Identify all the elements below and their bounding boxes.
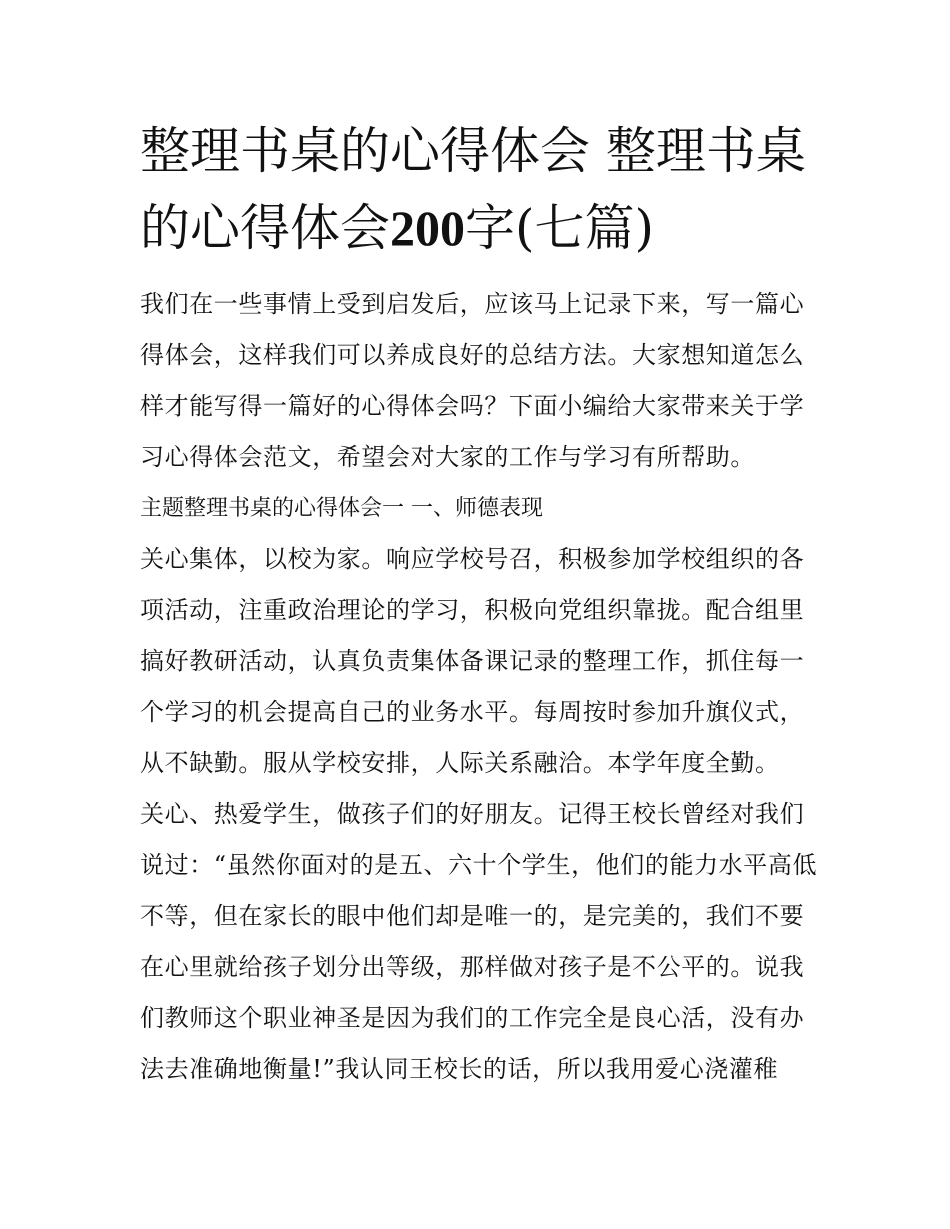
document-title [140,113,820,267]
body-paragraph: 关心、热爱学生，做孩子们的好朋友。记得王校长曾经对我们说过：“虽然你面对的是五、六十个学生，他们的能力水平高低不等，但在家长的眼中他们却是唯一的，是完美的，我们不要在心里就给孩子划分出等级，那样做对孩子是不公平的。说我们教师这个职业神圣是因为我们的工作完全是良心活，没有办法去准确地衡量!”我认同王校长的话，所以我用爱心浇灌稚 [140,800,818,1083]
title-number: 200 [390,200,465,256]
intro-paragraph: 我们在一些事情上受到启发后，应该马上记录下来，写一篇心得体会，这样我们可以养成良好的总结方法。大家想知道怎么样才能写得一篇好的心得体会吗？下面小编给大家带来关于学习心得体会范文，希望会对大家的工作与学习有所帮助。 [140,290,805,471]
body-paragraph: 关心集体，以校为家。响应学校号召，积极参加学校组织的各项活动，注重政治理论的学习，积极向党组织靠拢。配合组里搞好教研活动，认真负责集体备课记录的整理工作，抓住每一个学习的机会提高自己的业务水平。每周按时参加升旗仪式，从不缺勤。服从学校安排，人际关系融洽。本学年度全勤。 [140,545,805,777]
document-page [140,113,820,1095]
document-body [140,279,820,1095]
title-text-part1: 整理书桌的心得体会 整理书桌的心得体会 [140,122,806,257]
title-text-part2: 字(七篇) [465,199,655,257]
section-heading: 主题整理书桌的心得体会一 一、师德表现 [140,496,543,521]
